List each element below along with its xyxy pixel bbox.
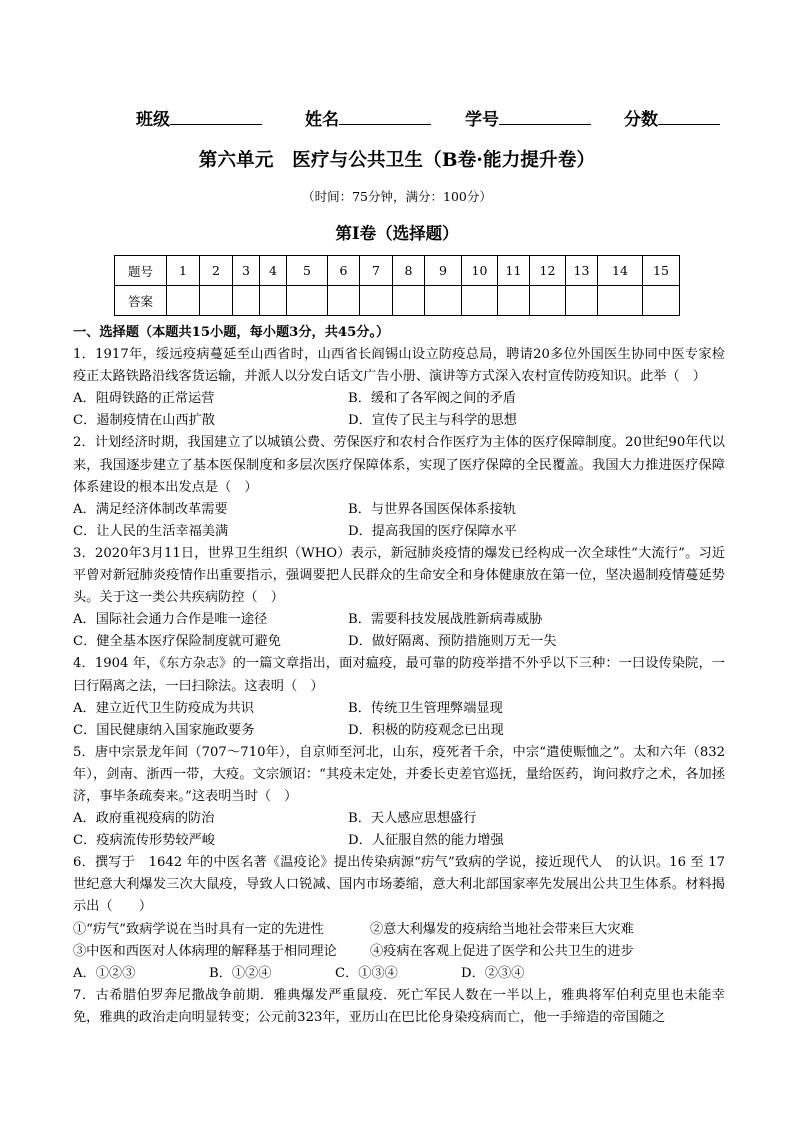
score-blank[interactable] xyxy=(658,106,720,125)
class-label: 班级 xyxy=(136,110,170,130)
option[interactable]: A．建立近代卫生防疫成为共识 xyxy=(73,700,254,716)
class-blank[interactable] xyxy=(170,106,262,125)
name-label: 姓名 xyxy=(305,110,339,130)
answer-cell[interactable] xyxy=(598,286,643,316)
option-row xyxy=(73,609,725,631)
option-row xyxy=(73,499,725,521)
score-field[interactable] xyxy=(624,105,720,130)
option[interactable]: A．满足经济体制改革需要 xyxy=(73,501,228,517)
option[interactable]: C．国民健康纳入国家施政要务 xyxy=(73,722,255,738)
option-row xyxy=(73,410,725,432)
question-stem: 3．2020年3月11日，世界卫生组织（WHO）表示，新冠肺炎疫情的爆发已经构成一次全球性“大流行”。习近平曾对新冠肺炎疫情作出重要指示，强调要把人民群众的生命安全和身体健康放在第一位，坚决遏制疫情蔓延势头。关于这一类公共疾病防控（ ） xyxy=(73,545,725,606)
question-number-cell: 14 xyxy=(598,256,643,286)
option[interactable]: C．疫病流传形势较严峻 xyxy=(73,833,215,849)
option[interactable]: C．①③④ xyxy=(335,965,398,981)
answer-cell[interactable] xyxy=(643,286,680,316)
option[interactable]: A．政府重视疫病的防治 xyxy=(73,811,215,827)
question-number-cell: 13 xyxy=(566,256,598,286)
option[interactable]: B．传统卫生管理弊端显现 xyxy=(348,700,503,716)
statement: ②意大利爆发的疫病给当地社会带来巨大灾难 xyxy=(370,921,634,937)
question-stem: 7．古希腊伯罗奔尼撒战争前期．雅典爆发严重鼠疫．死亡军民人数在一半以上，雅典将军伯利克里也未能幸免，雅典的政治走向明显转变；公元前323年，亚历山在巴比伦身染疫病而亡，他一手缔造的帝国随之 xyxy=(73,987,725,1025)
answer-table xyxy=(114,255,680,316)
option-row xyxy=(73,698,725,720)
question-number-cell: 3 xyxy=(233,256,260,286)
questions-area xyxy=(73,322,725,1029)
option-row xyxy=(73,521,725,543)
option-row xyxy=(73,631,725,653)
question-stem: 5．唐中宗景龙年间（707～710年），自京师至河北，山东，疫死者千余，中宗“遣使赈恤之”。太和六年（832年），剑南、浙西一带，大疫。文宗颁诏：“其疫未定处，并委长吏差官巡抚，量给医药，询问救疗之术，各加拯济，事毕条疏奏来。”这表明当时（ ） xyxy=(73,744,725,804)
option[interactable]: A．国际社会通力合作是唯一途径 xyxy=(73,612,268,628)
question-number-cell: 10 xyxy=(462,256,498,286)
class-field[interactable] xyxy=(136,105,262,130)
question-number-cell: 6 xyxy=(328,256,360,286)
question-stem: 4．1904 年，《东方杂志》的一篇文章指出，面对瘟疫，最可靠的防疫举措不外乎以下三种：一曰设传染院，一曰行隔离之法，一曰扫除法。这表明（ ） xyxy=(73,656,725,694)
option[interactable]: D．宣传了民主与科学的思想 xyxy=(348,413,517,429)
student-id-blank[interactable] xyxy=(499,106,591,125)
option[interactable]: B．①②④ xyxy=(209,965,272,981)
question-stem: 2．计划经济时期，我国建立了以城镇公费、劳保医疗和农村合作医疗为主体的医疗保障制度。20世纪90年代以来，我国逐步建立了基本医保制度和多层次医疗保障体系，实现了医疗保障的全民覆盖。我国大力推进医疗保障体系建设的根本出发点是（ ） xyxy=(73,435,725,495)
option[interactable]: B．需要科技发展战胜新病毒威胁 xyxy=(348,612,543,628)
option-row xyxy=(73,963,725,985)
option[interactable]: D．提高我国的医疗保障水平 xyxy=(348,523,517,539)
option[interactable]: D．积极的防疫观念已出现 xyxy=(348,722,504,738)
question-number-cell: 2 xyxy=(200,256,233,286)
question-number-cell: 9 xyxy=(425,256,462,286)
option[interactable]: D．人征服自然的能力增强 xyxy=(348,833,504,849)
row-label-answer: 答案 xyxy=(115,286,167,316)
section-title: 第Ⅰ卷（选择题） xyxy=(335,224,459,243)
option[interactable]: A．阻碍铁路的正常运营 xyxy=(73,391,215,407)
question-number-cell: 12 xyxy=(530,256,566,286)
statement-row xyxy=(73,919,725,941)
option[interactable]: B．缓和了各军阀之间的矛盾 xyxy=(348,391,516,407)
option-row xyxy=(73,830,725,852)
answer-cell[interactable] xyxy=(233,286,260,316)
option[interactable]: C．遏制疫情在山西扩散 xyxy=(73,413,215,429)
option[interactable]: B．天人感应思想盛行 xyxy=(348,811,477,827)
option[interactable]: C．让人民的生活幸福美满 xyxy=(73,523,229,539)
statement: ③中医和西医对人体病理的解释基于相同理论 xyxy=(73,943,337,959)
question-number-cell: 1 xyxy=(167,256,200,286)
answer-cell[interactable] xyxy=(328,286,360,316)
option-row xyxy=(73,808,725,830)
question-number-cell: 7 xyxy=(360,256,393,286)
answer-cell[interactable] xyxy=(498,286,530,316)
answer-cell[interactable] xyxy=(566,286,598,316)
student-id-field[interactable] xyxy=(465,105,591,130)
question-number-cell: 8 xyxy=(393,256,425,286)
answer-cell[interactable] xyxy=(287,286,328,316)
exam-subtitle: （时间：75分钟，满分：100分） xyxy=(302,189,492,204)
row-label-number: 题号 xyxy=(115,256,167,286)
part-heading: 一、选择题（本题共15小题，每小题3分，共45分。） xyxy=(73,325,390,340)
answer-cell[interactable] xyxy=(260,286,287,316)
name-field[interactable] xyxy=(305,105,431,130)
answer-cell[interactable] xyxy=(462,286,498,316)
answer-cell[interactable] xyxy=(393,286,425,316)
question-stem: 6．撰写于 1642 年的中医名著《温疫论》提出传染病源“疠气”致病的学说，接近现代人 的认识。16 至 17 世纪意大利爆发三次大鼠疫，导致人口锐减、国内市场萎缩，意大利北部国家率先发展出公共卫生体系。材料揭示出（ ） xyxy=(73,855,725,915)
answer-cell[interactable] xyxy=(167,286,200,316)
option[interactable]: D．②③④ xyxy=(461,965,525,981)
option[interactable]: C．健全基本医疗保险制度就可避免 xyxy=(73,634,281,650)
score-label: 分数 xyxy=(624,110,658,130)
question-number-cell: 15 xyxy=(643,256,680,286)
statement: ④疫病在客观上促进了医学和公共卫生的进步 xyxy=(370,943,634,959)
exam-title: 第六单元 医疗与公共卫生（B卷·能力提升卷） xyxy=(198,150,596,171)
question-number-cell: 5 xyxy=(287,256,328,286)
answer-cell[interactable] xyxy=(200,286,233,316)
question-number-cell: 11 xyxy=(498,256,530,286)
answer-table-answer-row xyxy=(115,286,680,316)
question-stem: 1．1917年，绥远疫病蔓延至山西省时，山西省长阎锡山设立防疫总局，聘请20多位外国医生协同中医专家检疫正太路铁路沿线客货运输，并派人以分发白话文广告小册、演讲等方式深入农村宣传防疫知识。此举（ ） xyxy=(73,347,725,385)
student-id-label: 学号 xyxy=(465,110,499,130)
answer-cell[interactable] xyxy=(360,286,393,316)
option-row xyxy=(73,388,725,410)
question-number-cell: 4 xyxy=(260,256,287,286)
name-blank[interactable] xyxy=(339,106,431,125)
option[interactable]: D．做好隔离、预防措施则万无一失 xyxy=(348,634,557,650)
option[interactable]: A．①②③ xyxy=(73,965,136,981)
option[interactable]: B．与世界各国医保体系接轨 xyxy=(348,501,516,517)
student-info-line xyxy=(0,105,794,131)
statement-row xyxy=(73,941,725,963)
answer-cell[interactable] xyxy=(530,286,566,316)
statement: ①“疠气”致病学说在当时具有一定的先进性 xyxy=(73,921,324,937)
answer-table-number-row xyxy=(115,256,680,286)
option-row xyxy=(73,720,725,742)
answer-cell[interactable] xyxy=(425,286,462,316)
